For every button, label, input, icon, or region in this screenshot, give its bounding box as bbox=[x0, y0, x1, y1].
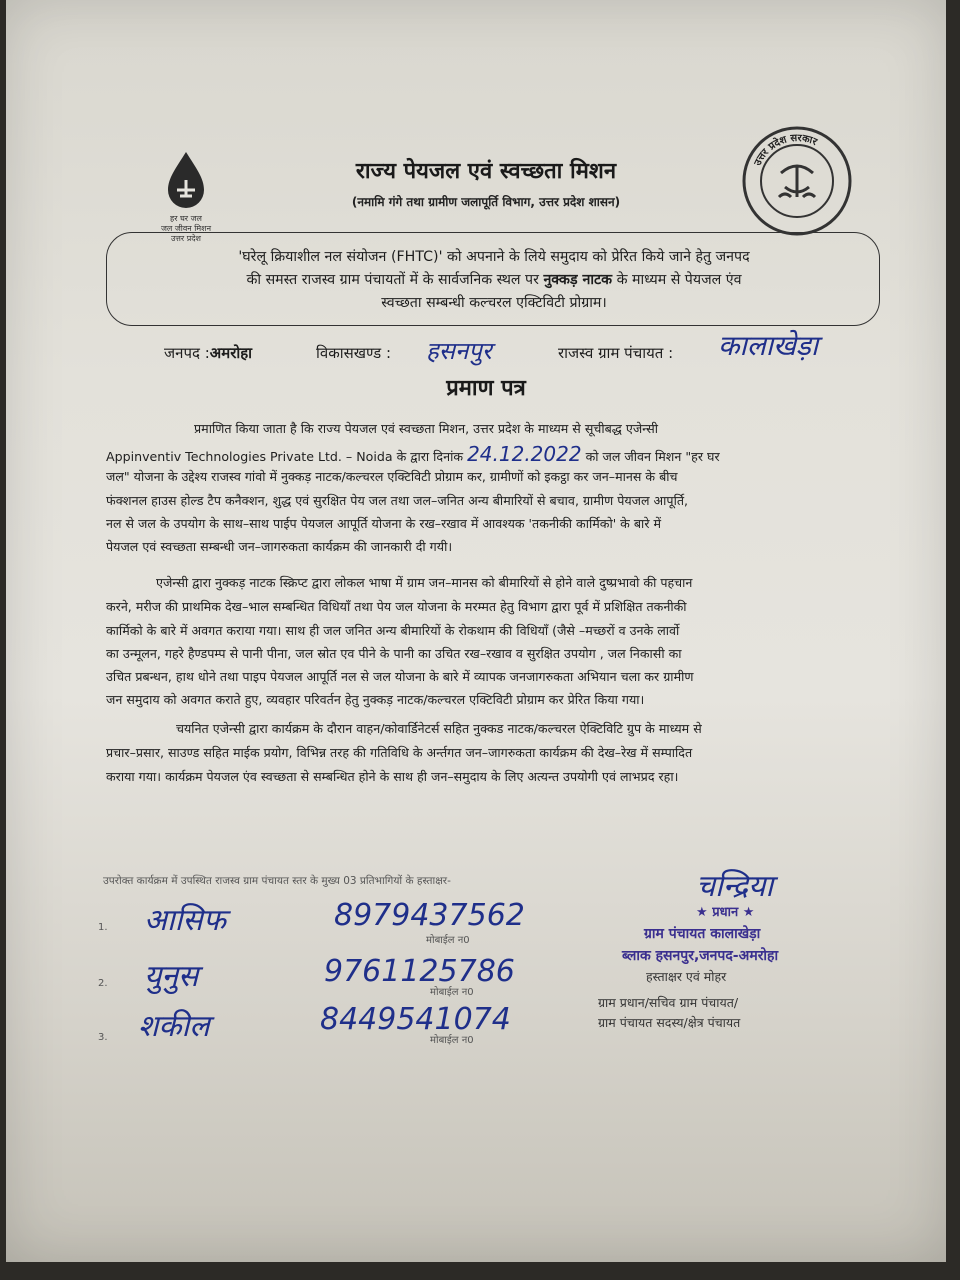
banner-line-1: 'घरेलू क्रियाशील नल संयोजन (FHTC)' को अपनाने के लिये समुदाय को प्रेरित किये जाने हेतु जनपद bbox=[238, 249, 750, 265]
participant-row-2: 2. युनुस 9761125786 मोबाईल न0 bbox=[98, 954, 515, 998]
para1-line1: प्रमाणित किया जाता है कि राज्य पेयजल एवं स्वच्छता मिशन, उत्तर प्रदेश के माध्यम से सूचीबद्ध एजेन्सी bbox=[194, 421, 658, 436]
para1-line4: फंक्शनल हाउस होल्ड टैप कनैक्शन, शुद्ध एवं सुरक्षित पेय जल तथा जल–जनित अन्य बीमारियों से बचाव, ग्रामीण पेयजल आपूर्ति, bbox=[106, 493, 689, 508]
banner-bold: नुक्कड़ नाटक bbox=[543, 272, 613, 288]
para1-line6: पेयजल एवं स्वच्छता सम्बन्धी जन–जागरुकता कार्यक्रम की जानकारी दी गयी। bbox=[106, 539, 453, 554]
mobile-label: मोबाईल न0 bbox=[430, 1035, 474, 1046]
seal-text: उत्तर प्रदेश सरकार bbox=[752, 132, 819, 168]
banner-line-3: स्वच्छता सम्बन्धी कल्चरल एक्टिविटी प्रोग्राम। bbox=[381, 295, 607, 311]
pradhan-role-label-2: ग्राम पंचायत सदस्य/क्षेत्र पंचायत bbox=[598, 1015, 741, 1030]
mobile-label: मोबाईल न0 bbox=[426, 935, 470, 946]
participant-1-name: आसिफ bbox=[144, 903, 226, 938]
para1-line5: नल से जल के उपयोग के साथ–साथ पाईप पेयजल आपूर्ति योजना के रख–रखाव में आवश्यक 'तकनीकी कार्मिको' के बारे में bbox=[106, 516, 661, 531]
para2-line2: करने, मरीज की प्राथमिक देख–भाल सम्बन्धित विधियाँ तथा पेय जल योजना के मरम्मत हेतु विभाग द्वारा पूर्व में प्रशिक्षित तकनीकी bbox=[106, 599, 687, 614]
program-banner-text bbox=[124, 246, 864, 315]
participants-intro: उपरोक्त कार्यक्रम में उपस्थित राजस्व ग्राम पंचायत स्तर के मुख्य 03 प्रतिभागियों के हस्ताक्षर- bbox=[103, 875, 451, 887]
logo-caption-1: हर घर जल bbox=[170, 214, 202, 223]
para3-line3: कराया गया। कार्यक्रम पेयजल एंव स्वच्छता से सम्बन्धित होने के साथ ही जन–समुदाय के लिए अत्यन्त उपयोगी एवं लाभप्रद रहा। bbox=[106, 769, 679, 784]
mission-title: राज्य पेयजल एवं स्वच्छता मिशन bbox=[355, 159, 617, 184]
program-date-handwritten: 24.12.2022 bbox=[467, 442, 582, 466]
gram-panchayat-label: राजस्व ग्राम पंचायत : bbox=[558, 344, 674, 362]
pradhan-role-label-1: ग्राम प्रधान/सचिव ग्राम पंचायत/ bbox=[598, 995, 739, 1010]
para1-line3: जल" योजना के उद्देश्य राजस्व गांवो में नुक्कड़ नाटक/कल्चरल एक्टिविटी प्रोग्राम कर, ग्रामीणों को इकट्ठा कर जन–मानस के बीच bbox=[106, 469, 678, 484]
stamp-gram-panchayat: ग्राम पंचायत कालाखेड़ा bbox=[644, 926, 761, 942]
mobile-label: मोबाईल न0 bbox=[430, 987, 474, 998]
logo-caption-2: जल जीवन मिशन bbox=[160, 224, 212, 233]
para2-line4: का उन्मूलन, गहरे हैण्डपम्प से पानी पीना, जल स्रोत एव पीने के पानी का उचित रख–रखाव व सुरक्षित उपयोग , जल निकासी का bbox=[106, 646, 682, 661]
gram-panchayat-value-handwritten: कालाखेड़ा bbox=[718, 329, 819, 362]
para2-line3: कार्मिको के बारे में अवगत कराया गया। साथ ही जल जनित अन्य बीमारियों के रोकथाम की विधियाँ (जैसे –मच्छरों व उनके लार्वो bbox=[106, 623, 680, 638]
participant-2-name: युनुस bbox=[144, 959, 199, 994]
participant-row-1: 1. आसिफ 8979437562 मोबाईल न0 bbox=[98, 898, 525, 946]
block-label: विकासखण्ड : bbox=[316, 344, 392, 362]
stamp-block-district: ब्लाक हसनपुर,जनपद-अमरोहा bbox=[622, 948, 779, 964]
para2-line1: एजेन्सी द्वारा नुक्कड़ नाटक स्क्रिप्ट द्वारा लोकल भाषा में ग्राम जन–मानस को बीमारियों से होने वाले दुष्प्रभावो की पहचान bbox=[156, 575, 693, 590]
mission-subtitle: (नमामि गंगे तथा ग्रामीण जलापूर्ति विभाग, उत्तर प्रदेश शासन) bbox=[351, 195, 621, 209]
district-field: जनपद :अमरोहा bbox=[164, 344, 253, 362]
logo-caption-3: उत्तर प्रदेश bbox=[171, 234, 201, 243]
para1-line2: Appinventiv Technologies Private Ltd. – Noida के द्वारा दिनांक 24.12.2022 को जल जीवन मिशन "हर घर bbox=[106, 442, 720, 466]
participant-3-name: शकील bbox=[138, 1009, 210, 1044]
district-value: अमरोहा bbox=[209, 344, 253, 362]
document-page bbox=[6, 0, 946, 1262]
banner-line-2: की समस्त राजस्व ग्राम पंचायतों में के सार्वजनिक स्थल पर नुक्कड़ नाटक के माध्यम से पेयजल एंव bbox=[246, 272, 742, 288]
para3-line1: चयनित एजेन्सी द्वारा कार्यक्रम के दौरान वाहन/कोवार्डिनेटर्स सहित नुक्कड नाटक/कल्चरल ऐक्टिविटि ग्रुप के माध्यम से bbox=[176, 721, 702, 736]
pradhan-signature: चन्द्रिया bbox=[696, 869, 774, 904]
para2-line5: उचित प्रबन्धन, हाथ धोने तथा पाइप पेयजल आपूर्ति नल से जल योजना के बारे में व्यापक जनजागरुकता अभियान चला कर ग्रामीण bbox=[106, 669, 694, 684]
block-value-handwritten: हसनपुर bbox=[426, 337, 492, 365]
para3-line2: प्रचार–प्रसार, साउण्ड सहित माईक प्रयोग, विभिन्न तरह की गतिविधि के अर्न्तगत जन–जागरुकता कार्यक्रम की देख–रेख में सम्पादित bbox=[106, 745, 693, 760]
certificate-heading: प्रमाण पत्र bbox=[446, 376, 526, 401]
participant-2-mobile: 9761125786 bbox=[324, 954, 515, 989]
para2-line6: जन समुदाय को अवगत कराते हुए, व्यवहार परिवर्तन हेतु नुक्कड़ नाटक/कल्चरल एक्टिविटी प्रोग्राम कर प्रेरित किया गया। bbox=[106, 692, 645, 707]
stamp-pradhan: ★ प्रधान ★ bbox=[696, 905, 755, 920]
participant-1-mobile: 8979437562 bbox=[334, 898, 525, 933]
participant-row-3: 3. शकील 8449541074 मोबाईल न0 bbox=[98, 1002, 511, 1046]
participant-3-mobile: 8449541074 bbox=[320, 1002, 511, 1037]
signature-seal-label: हस्ताक्षर एवं मोहर bbox=[646, 969, 727, 984]
